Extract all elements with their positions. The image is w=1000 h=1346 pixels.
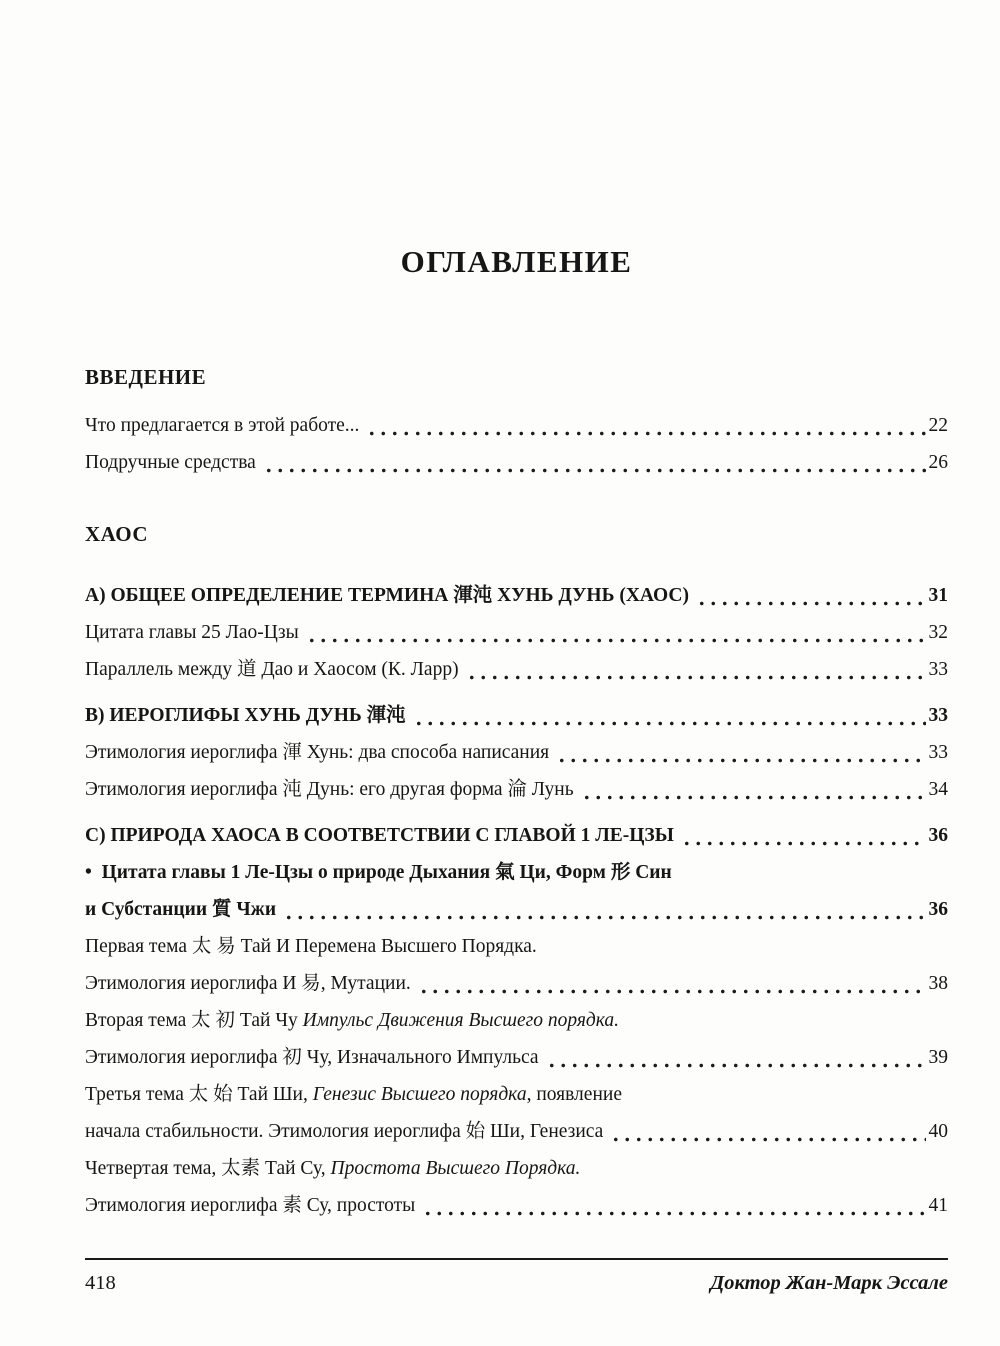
toc-entry-line <box>85 614 948 651</box>
entry-page-number: 39 <box>928 1047 948 1068</box>
entry-text: Подручные средства <box>85 452 256 473</box>
entry-text: Четвертая тема, 太素 Тай Су, Простота Высшего Порядка. <box>85 1158 581 1179</box>
section-heading: ВВЕДЕНИЕ <box>85 365 207 389</box>
entry-page-number: 33 <box>928 705 948 726</box>
toc-entry <box>85 928 948 1002</box>
footer-page-number: 418 <box>85 1272 116 1294</box>
toc-entry-line <box>85 1076 948 1113</box>
dot-leader <box>546 1063 926 1068</box>
entry-text: B) ИЕРОГЛИФЫ ХУНЬ ДУНЬ 渾沌 <box>85 705 406 726</box>
entry-page-number: 26 <box>928 452 948 473</box>
toc-entry <box>85 407 948 444</box>
entry-page-number: 33 <box>928 659 948 680</box>
toc-entry-line <box>85 444 948 481</box>
entry-text: и Субстанции 質 Чжи <box>85 899 277 920</box>
toc-entry-line <box>85 1150 948 1187</box>
entry-text: начала стабильности. Этимология иероглифа 始 Ши, Генезиса <box>85 1121 604 1142</box>
entry-page-number: 31 <box>928 585 948 606</box>
entry-text: Этимология иероглифа 素 Су, простоты <box>85 1195 416 1216</box>
entry-page-number: 32 <box>928 622 948 643</box>
entry-text: Параллель между 道 Дао и Хаосом (К. Ларр) <box>85 659 459 680</box>
toc-entry <box>85 444 948 481</box>
entry-page-number: 33 <box>928 742 948 763</box>
dot-leader <box>466 675 926 680</box>
dot-leader <box>422 1211 925 1216</box>
footer-author: Доктор Жан-Марк Эссале <box>710 1272 948 1294</box>
toc-entry <box>85 697 948 734</box>
dot-leader <box>556 758 925 763</box>
entry-text: Первая тема 太 易 Тай И Перемена Высшего Порядка. <box>85 936 537 957</box>
toc-entry-line <box>85 965 948 1002</box>
toc-entry-line <box>85 734 948 771</box>
toc-entry-line <box>85 854 948 891</box>
toc-entry-line <box>85 771 948 808</box>
dot-leader <box>366 431 925 436</box>
entry-page-number: 36 <box>928 825 948 846</box>
dot-leader <box>306 638 926 643</box>
toc-entry-line <box>85 651 948 688</box>
entry-page-number: 38 <box>928 973 948 994</box>
entry-text: Этимология иероглифа И 易, Мутации. <box>85 973 411 994</box>
entry-page-number: 40 <box>928 1121 948 1142</box>
toc-entry-line <box>85 1113 948 1150</box>
dot-leader <box>263 468 926 473</box>
toc-entry-line <box>85 697 948 734</box>
dot-leader <box>581 795 926 800</box>
toc-entry <box>85 651 948 688</box>
toc-entry-line <box>85 1002 948 1039</box>
toc-entry-line <box>85 891 948 928</box>
entry-text: Вторая тема 太 初 Тай Чу Импульс Движения Высшего порядка. <box>85 1010 620 1031</box>
entry-text: Цитата главы 25 Лао-Цзы <box>85 622 299 643</box>
toc-entry <box>85 1150 948 1224</box>
toc-entry-line <box>85 1039 948 1076</box>
toc-entry <box>85 1002 948 1076</box>
entry-text: Этимология иероглифа 初 Чу, Изначального Импульса <box>85 1047 539 1068</box>
section-heading: ХАОС <box>85 522 149 546</box>
toc-entry <box>85 614 948 651</box>
toc-entry-line <box>85 1187 948 1224</box>
toc-entry <box>85 734 948 771</box>
dot-leader <box>418 989 926 994</box>
toc-entry <box>85 771 948 808</box>
entry-text: • Цитата главы 1 Ле-Цзы о природе Дыхания 氣 Ци, Форм 形 Син <box>85 862 672 883</box>
dot-leader <box>681 841 926 846</box>
entry-page-number: 41 <box>928 1195 948 1216</box>
dot-leader <box>696 601 925 606</box>
toc-entry <box>85 577 948 614</box>
entry-text: Этимология иероглифа 沌 Дунь: его другая форма 淪 Лунь <box>85 779 574 800</box>
toc-entry <box>85 854 948 928</box>
toc-entry-line <box>85 577 948 614</box>
entry-text: Этимология иероглифа 渾 Хунь: два способа написания <box>85 742 550 763</box>
dot-leader <box>283 915 925 920</box>
dot-leader <box>413 721 926 726</box>
table-of-contents <box>85 364 948 1224</box>
entry-page-number: 22 <box>928 415 948 436</box>
entry-page-number: 36 <box>928 899 948 920</box>
entry-text: C) ПРИРОДА ХАОСА В СООТВЕТСТВИИ С ГЛАВОЙ 1 ЛЕ-ЦЗЫ <box>85 825 674 846</box>
entry-page-number: 34 <box>928 779 948 800</box>
toc-entry-line <box>85 407 948 444</box>
entry-text: A) ОБЩЕЕ ОПРЕДЕЛЕНИЕ ТЕРМИНА 渾沌 ХУНЬ ДУНЬ (ХАОС) <box>85 585 690 606</box>
toc-entry-line <box>85 928 948 965</box>
page-footer <box>85 1258 948 1295</box>
entry-text: Третья тема 太 始 Тай Ши, Генезис Высшего порядка, появление <box>85 1084 622 1105</box>
dot-leader <box>610 1137 925 1142</box>
toc-entry <box>85 817 948 854</box>
toc-entry <box>85 1076 948 1150</box>
entry-text: Что предлагается в этой работе... <box>85 415 360 436</box>
toc-entry-line <box>85 817 948 854</box>
page-title: ОГЛАВЛЕНИЕ <box>400 244 633 279</box>
